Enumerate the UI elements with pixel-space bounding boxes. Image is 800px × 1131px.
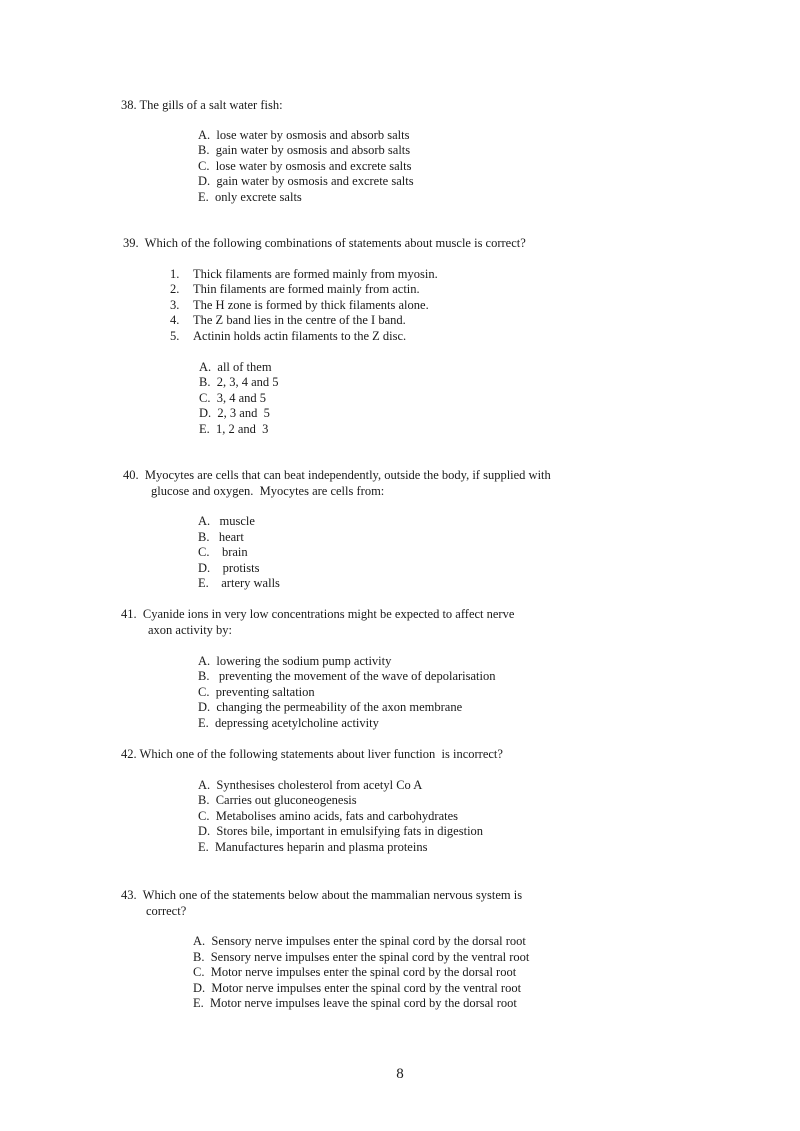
question-stem: 39. Which of the following combinations of statements about muscle is correct? [123, 236, 526, 250]
statement-number: 5. [170, 329, 180, 343]
answer-option: C. brain [198, 545, 248, 559]
question-stem: 38. The gills of a salt water fish: [121, 98, 283, 112]
answer-option: A. lose water by osmosis and absorb salts [198, 128, 410, 142]
answer-option: D. Motor nerve impulses enter the spinal cord by the ventral root [193, 981, 522, 995]
page-number: 8 [396, 1066, 404, 1082]
answer-option: A. Sensory nerve impulses enter the spinal cord by the dorsal root [193, 934, 526, 948]
answer-option: D. 2, 3 and 5 [199, 406, 270, 420]
answer-option: B. Sensory nerve impulses enter the spinal cord by the ventral root [193, 950, 530, 964]
answer-option: D. Stores bile, important in emulsifying fats in digestion [198, 824, 484, 838]
answer-option: B. preventing the movement of the wave of depolarisation [198, 669, 496, 683]
question-stem: 42. Which one of the following statements about liver function is incorrect? [121, 747, 503, 761]
question-stem: correct? [146, 904, 187, 918]
answer-option: B. gain water by osmosis and absorb salts [198, 143, 411, 157]
answer-option: D. protists [198, 561, 260, 575]
answer-option: A. muscle [198, 514, 255, 528]
question-stem: 40. Myocytes are cells that can beat independently, outside the body, if supplied with [123, 468, 551, 482]
answer-option: B. heart [198, 530, 244, 544]
answer-option: B. Carries out gluconeogenesis [198, 793, 357, 807]
answer-option: A. Synthesises cholesterol from acetyl Co A [198, 778, 423, 792]
statement-text: The H zone is formed by thick filaments alone. [193, 298, 429, 312]
answer-option: E. artery walls [198, 576, 280, 590]
statement-number: 3. [170, 298, 180, 312]
answer-option: A. lowering the sodium pump activity [198, 654, 392, 668]
answer-option: E. 1, 2 and 3 [199, 422, 269, 436]
statement-text: Actinin holds actin filaments to the Z disc. [193, 329, 407, 343]
statement-text: The Z band lies in the centre of the I band. [193, 313, 406, 327]
answer-option: C. 3, 4 and 5 [199, 391, 267, 405]
answer-option: C. Metabolises amino acids, fats and carbohydrates [198, 809, 458, 823]
statement-text: Thick filaments are formed mainly from myosin. [193, 267, 438, 281]
statement-number: 2. [170, 282, 180, 296]
answer-option: C. preventing saltation [198, 685, 315, 699]
question-stem: 41. Cyanide ions in very low concentrations might be expected to affect nerve [121, 607, 515, 621]
answer-option: E. depressing acetylcholine activity [198, 716, 379, 730]
question-stem: 43. Which one of the statements below about the mammalian nervous system is [121, 888, 523, 902]
answer-option: E. only excrete salts [198, 190, 302, 204]
answer-option: A. all of them [199, 360, 272, 374]
question-stem: axon activity by: [148, 623, 233, 637]
statement-number: 4. [170, 313, 180, 327]
statement-text: Thin filaments are formed mainly from actin. [193, 282, 420, 296]
question-stem: glucose and oxygen. Myocytes are cells from: [151, 484, 385, 498]
answer-option: E. Motor nerve impulses leave the spinal cord by the dorsal root [193, 996, 517, 1010]
statement-number: 1. [170, 267, 180, 281]
answer-option: E. Manufactures heparin and plasma proteins [198, 840, 428, 854]
answer-option: C. lose water by osmosis and excrete salts [198, 159, 412, 173]
answer-option: B. 2, 3, 4 and 5 [199, 375, 279, 389]
answer-option: D. gain water by osmosis and excrete salts [198, 174, 414, 188]
answer-option: D. changing the permeability of the axon membrane [198, 700, 463, 714]
answer-option: C. Motor nerve impulses enter the spinal cord by the dorsal root [193, 965, 517, 979]
